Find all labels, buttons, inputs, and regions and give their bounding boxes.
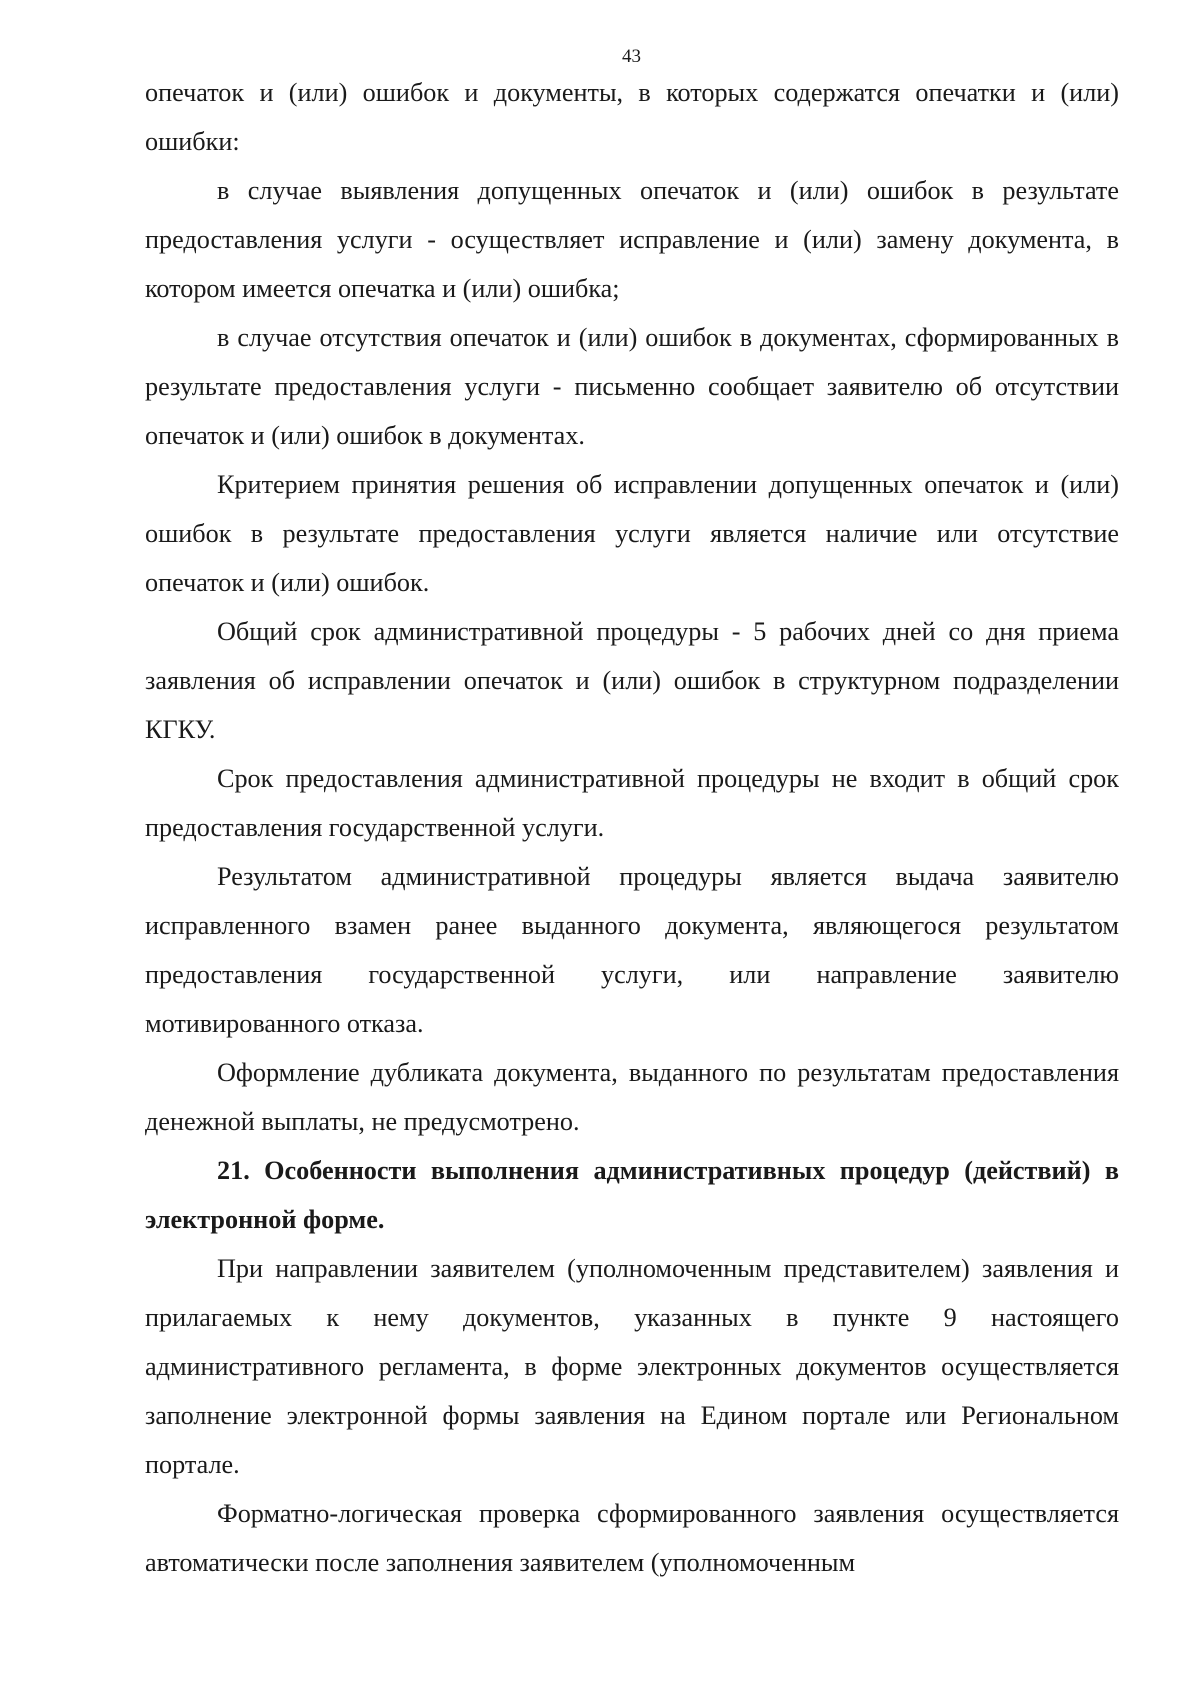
paragraph: Срок предоставления административной процедуры не входит в общий срок предоставления государственной услуги. [145, 764, 1119, 842]
paragraph: Результатом административной процедуры является выдача заявителю исправленного взамен ранее выданного документа, являющегося результатом предоставления государственной услуги, или направление заявителю мотивированного отказа. [145, 862, 1119, 1038]
page-number: 43 [622, 46, 641, 67]
paragraph: Критерием принятия решения об исправлении допущенных опечаток и (или) ошибок в результате предоставления услуги является наличие или отсутствие опечаток и (или) ошибок. [145, 470, 1119, 597]
paragraph: в случае выявления допущенных опечаток и (или) ошибок в результате предоставления услуги - осуществляет исправление и (или) замену документа, в котором имеется опечатка и (или) ошибка; [145, 176, 1119, 303]
paragraph-continuation: опечаток и (или) ошибок и документы, в которых содержатся опечатки и (или) ошибки: [145, 78, 1119, 156]
document-body [145, 68, 1119, 1587]
paragraph: Форматно-логическая проверка сформированного заявления осуществляется автоматически после заполнения заявителем (уполномоченным [145, 1499, 1119, 1577]
section-heading: 21. Особенности выполнения административных процедур (действий) в электронной форме. [145, 1156, 1119, 1234]
paragraph: в случае отсутствия опечаток и (или) ошибок в документах, сформированных в результате предоставления услуги - письменно сообщает заявителю об отсутствии опечаток и (или) ошибок в документах. [145, 323, 1119, 450]
paragraph: При направлении заявителем (уполномоченным представителем) заявления и прилагаемых к нему документов, указанных в пункте 9 настоящего административного регламента, в форме электронных документов осуществляется заполнение электронной формы заявления на Едином портале или Региональном портале. [145, 1254, 1119, 1479]
paragraph: Общий срок административной процедуры - 5 рабочих дней со дня приема заявления об исправлении опечаток и (или) ошибок в структурном подразделении КГКУ. [145, 617, 1119, 744]
paragraph: Оформление дубликата документа, выданного по результатам предоставления денежной выплаты, не предусмотрено. [145, 1058, 1119, 1136]
